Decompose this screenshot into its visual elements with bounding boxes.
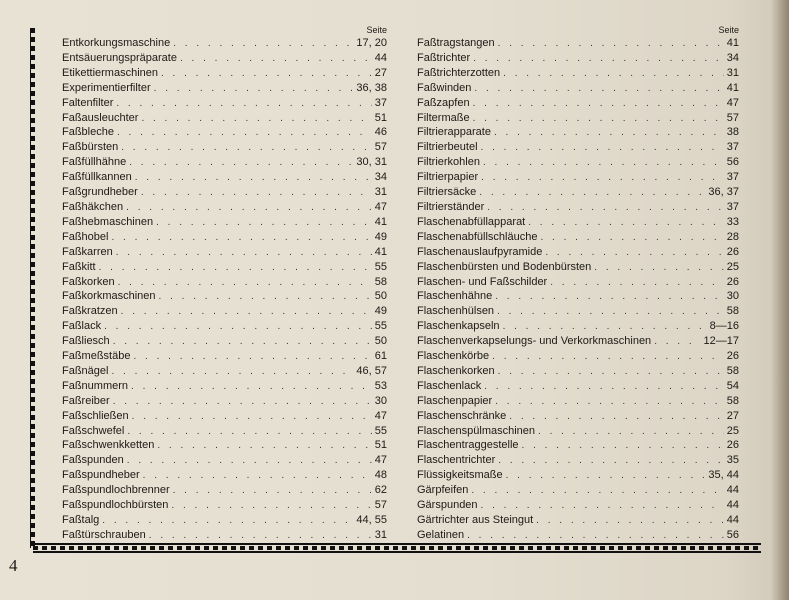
- index-page-ref: 26: [726, 350, 739, 363]
- index-term: Flaschenkorken: [417, 364, 495, 377]
- index-term: Faßbürsten: [62, 141, 119, 154]
- index-page-ref: 36, 37: [708, 186, 739, 199]
- index-page-ref: 50: [374, 335, 387, 348]
- dot-leader: [473, 52, 724, 67]
- index-page-ref: 37: [726, 141, 739, 154]
- dot-leader: [173, 37, 353, 52]
- index-page-ref: 51: [374, 111, 387, 124]
- index-page-ref: 35: [726, 454, 739, 467]
- index-entry: [62, 170, 387, 185]
- index-entry: [417, 111, 739, 126]
- index-page-ref: 55: [374, 424, 387, 437]
- index-page-ref: 31: [726, 66, 739, 79]
- index-term: Gärtrichter aus Steingut: [417, 514, 534, 526]
- decorative-bottom-border: [33, 543, 761, 553]
- index-entry: [417, 96, 739, 111]
- dot-leader: [474, 82, 723, 97]
- index-term: Filtrierpapier: [417, 171, 479, 184]
- index-page-ref: 44: [374, 51, 387, 64]
- index-page-ref: 41: [374, 245, 387, 258]
- index-page-ref: 57: [374, 141, 387, 154]
- index-page-ref: 37: [374, 96, 387, 109]
- index-term: Gärspunden: [417, 499, 478, 512]
- index-page-ref: 8—16: [709, 320, 739, 333]
- dot-leader: [154, 82, 354, 97]
- index-term: Flaschentraggestelle: [417, 439, 519, 452]
- index-term: Faßschwefel: [62, 424, 125, 437]
- index-page-ref: 27: [726, 409, 739, 422]
- index-page-ref: 58: [374, 275, 387, 288]
- index-entry: [62, 334, 387, 349]
- index-term: Faßwinden: [417, 81, 472, 94]
- index-term: Faßspundlochbrenner: [62, 484, 170, 497]
- index-column-left: [62, 24, 387, 543]
- index-entry: [417, 424, 739, 439]
- index-term: Faßschwenkketten: [62, 439, 155, 452]
- index-entry: [417, 245, 739, 260]
- index-entry: [417, 81, 739, 96]
- index-entry: [62, 275, 387, 290]
- index-page-ref: 44: [726, 499, 739, 512]
- index-page-ref: 49: [374, 230, 387, 243]
- dot-leader: [487, 201, 724, 216]
- index-entry: [62, 498, 387, 513]
- index-page-ref: 56: [726, 528, 739, 541]
- dot-leader: [141, 186, 372, 201]
- index-page-ref: 55: [374, 260, 387, 273]
- dot-leader: [473, 112, 724, 127]
- index-entry: [62, 260, 387, 275]
- index-entry: [417, 409, 739, 424]
- dot-leader: [133, 350, 371, 365]
- index-entry: [417, 364, 739, 379]
- index-entry: [62, 289, 387, 304]
- dot-leader: [509, 410, 723, 425]
- index-term: Faßfüllkannen: [62, 171, 132, 184]
- index-page-ref: 53: [374, 379, 387, 392]
- column-header-seite: Seite: [718, 25, 739, 35]
- index-term: Flaschenhülsen: [417, 305, 495, 318]
- index-page-ref: 25: [726, 424, 739, 437]
- dot-leader: [492, 350, 724, 365]
- dot-leader: [654, 335, 700, 350]
- decorative-left-border: [30, 28, 35, 548]
- dot-leader: [116, 246, 372, 261]
- index-entry: [417, 483, 739, 498]
- dot-leader: [161, 67, 372, 82]
- index-entry: [62, 513, 387, 528]
- index-page-ref: 58: [726, 394, 739, 407]
- index-term: Faßreiber: [62, 394, 110, 407]
- index-term: Filtriersäcke: [417, 186, 477, 199]
- dot-leader: [550, 276, 724, 291]
- index-entry: [62, 468, 387, 483]
- index-term: Faltenfilter: [62, 96, 114, 109]
- index-term: Faßhäkchen: [62, 200, 124, 213]
- index-term: Flaschenkörbe: [417, 350, 490, 363]
- index-term: Entsäuerungspräparate: [62, 51, 177, 64]
- index-page-ref: 28: [726, 230, 739, 243]
- index-entry: [417, 170, 739, 185]
- index-term: Faßhebmaschinen: [62, 215, 154, 228]
- dot-leader: [503, 320, 707, 335]
- index-page-ref: 44, 55: [356, 514, 387, 526]
- index-entry: [62, 364, 387, 379]
- index-page-ref: 34: [726, 51, 739, 64]
- index-term: Filtrierbeutel: [417, 141, 478, 154]
- index-term: Flaschenschränke: [417, 409, 507, 422]
- index-term: Faßlack: [62, 320, 102, 333]
- dot-leader: [503, 67, 724, 82]
- dot-leader: [498, 365, 724, 380]
- index-entry: [417, 379, 739, 394]
- index-term: Faßbleche: [62, 126, 114, 139]
- index-page-ref: 26: [726, 245, 739, 258]
- index-page-ref: 31: [374, 186, 387, 199]
- index-term: Flaschen- und Faßschilder: [417, 275, 548, 288]
- index-page-ref: 56: [726, 156, 739, 169]
- dot-leader: [127, 425, 371, 440]
- index-page-ref: 30: [726, 290, 739, 303]
- index-term: Faßzapfen: [417, 96, 470, 109]
- index-entry: [62, 36, 387, 51]
- index-page-ref: 57: [726, 111, 739, 124]
- index-column-right: [417, 24, 739, 543]
- index-page-ref: 47: [726, 96, 739, 109]
- index-entry: [62, 96, 387, 111]
- index-term: Faßkorkmaschinen: [62, 290, 156, 303]
- index-entry: [417, 51, 739, 66]
- index-entry: [417, 453, 739, 468]
- index-entry: [62, 51, 387, 66]
- dot-leader: [121, 141, 372, 156]
- index-entry: [62, 230, 387, 245]
- index-term: Faßgrundheber: [62, 186, 138, 199]
- dot-leader: [159, 290, 372, 305]
- page-number: 4: [9, 556, 18, 575]
- index-entry: [62, 379, 387, 394]
- index-term: Gärpfeifen: [417, 484, 469, 497]
- index-page-ref: 49: [374, 305, 387, 318]
- index-term: Faßkarren: [62, 245, 113, 258]
- index-entry: [417, 66, 739, 81]
- index-entry: [417, 438, 739, 453]
- index-term: Faßtalg: [62, 514, 100, 526]
- index-page-ref: 46, 57: [356, 364, 387, 377]
- index-entry: [62, 111, 387, 126]
- index-entry: [62, 319, 387, 334]
- dot-leader: [498, 454, 723, 469]
- index-term: Faßtragstangen: [417, 37, 495, 49]
- page-edge-shadow: [771, 0, 789, 600]
- index-page-ref: 58: [726, 364, 739, 377]
- index-entry: [62, 245, 387, 260]
- dot-leader: [506, 469, 706, 484]
- index-term: Flüssigkeitsmaße: [417, 469, 503, 482]
- index-page-ref: 26: [726, 275, 739, 288]
- index-entry: [417, 155, 739, 170]
- dot-leader: [132, 410, 372, 425]
- dot-leader: [494, 126, 724, 141]
- dot-leader: [536, 514, 724, 529]
- index-page-ref: 34: [374, 171, 387, 184]
- index-page-ref: 25: [726, 260, 739, 273]
- index-page-ref: 31: [374, 528, 387, 541]
- index-term: Faßspundlochbürsten: [62, 499, 169, 512]
- index-page-ref: 41: [374, 215, 387, 228]
- dot-leader: [522, 439, 724, 454]
- index-page-ref: 41: [726, 81, 739, 94]
- index-page-ref: 12—17: [703, 335, 739, 348]
- index-page-ref: 35, 44: [708, 469, 739, 482]
- dot-leader: [471, 484, 723, 499]
- index-term: Faßmeßstäbe: [62, 350, 131, 363]
- index-term: Entkorkungsmaschine: [62, 37, 171, 49]
- dot-leader: [113, 335, 372, 350]
- index-entry: [417, 185, 739, 200]
- index-entry: [417, 304, 739, 319]
- index-term: Filtrierkohlen: [417, 156, 480, 169]
- index-entry: [417, 200, 739, 215]
- index-term: Filtermaße: [417, 111, 470, 124]
- index-term: Flaschenbürsten und Bodenbürsten: [417, 260, 592, 273]
- dot-leader: [495, 395, 724, 410]
- dot-leader: [495, 290, 724, 305]
- index-entry: [417, 319, 739, 334]
- dot-leader: [127, 454, 372, 469]
- dot-leader: [540, 231, 723, 246]
- index-term: Faßnägel: [62, 364, 109, 377]
- index-term: Flaschenkapseln: [417, 320, 500, 333]
- index-term: Flaschenabfüllapparat: [417, 215, 526, 228]
- index-page-ref: 44: [726, 484, 739, 497]
- dot-leader: [180, 52, 372, 67]
- index-term: Faßnummern: [62, 379, 129, 392]
- column-header-seite: Seite: [366, 25, 387, 35]
- dot-leader: [498, 37, 724, 52]
- index-entry: [417, 394, 739, 409]
- dot-leader: [118, 276, 372, 291]
- index-entry: [417, 36, 739, 51]
- index-entry: [62, 453, 387, 468]
- index-page-ref: 41: [726, 37, 739, 49]
- index-entry: [62, 200, 387, 215]
- index-entry: [417, 468, 739, 483]
- dot-leader: [143, 469, 372, 484]
- index-page-ref: 30, 31: [356, 156, 387, 169]
- index-entry: [62, 349, 387, 364]
- index-page-ref: 36, 38: [356, 81, 387, 94]
- index-page-ref: 44: [726, 514, 739, 526]
- index-term: Faßliesch: [62, 335, 110, 348]
- index-page-ref: 27: [374, 66, 387, 79]
- index-page-ref: 55: [374, 320, 387, 333]
- index-entry: [62, 125, 387, 140]
- index-entry: [62, 483, 387, 498]
- index-entry: [62, 304, 387, 319]
- index-page-ref: 38: [726, 126, 739, 139]
- index-term: Filtrierständer: [417, 200, 485, 213]
- dot-leader: [111, 231, 371, 246]
- index-page-ref: 57: [374, 499, 387, 512]
- index-page-ref: 62: [374, 484, 387, 497]
- index-term: Faßtrichterzotten: [417, 66, 501, 79]
- index-term: Flaschenhähne: [417, 290, 493, 303]
- dot-leader: [481, 141, 724, 156]
- index-term: Etikettiermaschinen: [62, 66, 158, 79]
- index-term: Faßkitt: [62, 260, 96, 273]
- index-term: Faßtürschrauben: [62, 528, 146, 541]
- dot-leader: [157, 439, 371, 454]
- index-term: Flaschenverkapselungs- und Verkorkmaschinen: [417, 335, 652, 348]
- dot-leader: [135, 171, 372, 186]
- index-entry: [417, 289, 739, 304]
- index-entry: [417, 260, 739, 275]
- index-entry: [62, 185, 387, 200]
- dot-leader: [467, 529, 724, 544]
- dot-leader: [528, 216, 724, 231]
- index-entry: [417, 513, 739, 528]
- index-term: Flaschenauslaufpyramide: [417, 245, 543, 258]
- index-page-ref: 51: [374, 439, 387, 452]
- index-entry: [417, 349, 739, 364]
- index-page-ref: 33: [726, 215, 739, 228]
- index-entry: [62, 140, 387, 155]
- dot-leader: [481, 499, 724, 514]
- index-page-ref: 61: [374, 350, 387, 363]
- index-term: Filtrierapparate: [417, 126, 491, 139]
- index-term: Experimentierfilter: [62, 81, 151, 94]
- index-term: Flaschentrichter: [417, 454, 496, 467]
- index-term: Flaschenpapier: [417, 394, 493, 407]
- dot-leader: [484, 380, 724, 395]
- index-page-ref: 47: [374, 409, 387, 422]
- index-entry: [62, 66, 387, 81]
- dot-leader: [126, 201, 372, 216]
- dot-leader: [121, 305, 372, 320]
- dot-leader: [483, 156, 724, 171]
- dot-leader: [479, 186, 705, 201]
- dot-leader: [173, 484, 372, 499]
- index-term: Faßtrichter: [417, 51, 471, 64]
- index-entry: [62, 215, 387, 230]
- dot-leader: [113, 395, 372, 410]
- dot-leader: [538, 425, 724, 440]
- index-term: Flaschenspülmaschinen: [417, 424, 536, 437]
- index-term: Faßausleuchter: [62, 111, 139, 124]
- index-entry: [417, 230, 739, 245]
- dot-leader: [129, 156, 353, 171]
- dot-leader: [594, 261, 723, 276]
- index-entry: [62, 394, 387, 409]
- index-entry: [417, 334, 739, 349]
- index-term: Faßhobel: [62, 230, 109, 243]
- index-page-ref: 58: [726, 305, 739, 318]
- index-entry: [417, 275, 739, 290]
- dot-leader: [473, 97, 724, 112]
- dot-leader: [481, 171, 724, 186]
- index-page-ref: 46: [374, 126, 387, 139]
- dot-leader: [131, 380, 372, 395]
- index-entry: [62, 81, 387, 96]
- index-term: Gelatinen: [417, 528, 465, 541]
- index-entry: [62, 438, 387, 453]
- dot-leader: [116, 97, 371, 112]
- index-term: Flaschenabfüllschläuche: [417, 230, 538, 243]
- index-page-ref: 17, 20: [356, 37, 387, 49]
- index-page-ref: 30: [374, 394, 387, 407]
- index-term: Faßspundheber: [62, 469, 140, 482]
- index-page-ref: 54: [726, 379, 739, 392]
- index-entry: [417, 215, 739, 230]
- dot-leader: [141, 112, 371, 127]
- index-term: Faßschließen: [62, 409, 129, 422]
- dot-leader: [149, 529, 372, 544]
- dot-leader: [104, 320, 372, 335]
- index-page-ref: 47: [374, 200, 387, 213]
- dot-leader: [99, 261, 372, 276]
- index-entry: [417, 140, 739, 155]
- dot-leader: [545, 246, 723, 261]
- index-page-ref: 26: [726, 439, 739, 452]
- index-entry: [62, 528, 387, 543]
- index-page-ref: 47: [374, 454, 387, 467]
- index-entry: [417, 528, 739, 543]
- index-entry: [417, 125, 739, 140]
- index-term: Faßfüllhähne: [62, 156, 127, 169]
- index-page-ref: 37: [726, 200, 739, 213]
- dot-leader: [102, 514, 353, 529]
- index-term: Faßkratzen: [62, 305, 118, 318]
- dot-leader: [497, 305, 724, 320]
- index-term: Flaschenlack: [417, 379, 482, 392]
- index-page-ref: 50: [374, 290, 387, 303]
- index-term: Faßspunden: [62, 454, 124, 467]
- index-page-ref: 48: [374, 469, 387, 482]
- index-page-ref: 37: [726, 171, 739, 184]
- index-entry: [417, 498, 739, 513]
- dot-leader: [111, 365, 353, 380]
- index-entry: [62, 409, 387, 424]
- dot-leader: [117, 126, 372, 141]
- index-entry: [62, 424, 387, 439]
- index-entry: [62, 155, 387, 170]
- dot-leader: [171, 499, 371, 514]
- index-term: Faßkorken: [62, 275, 115, 288]
- dot-leader: [156, 216, 372, 231]
